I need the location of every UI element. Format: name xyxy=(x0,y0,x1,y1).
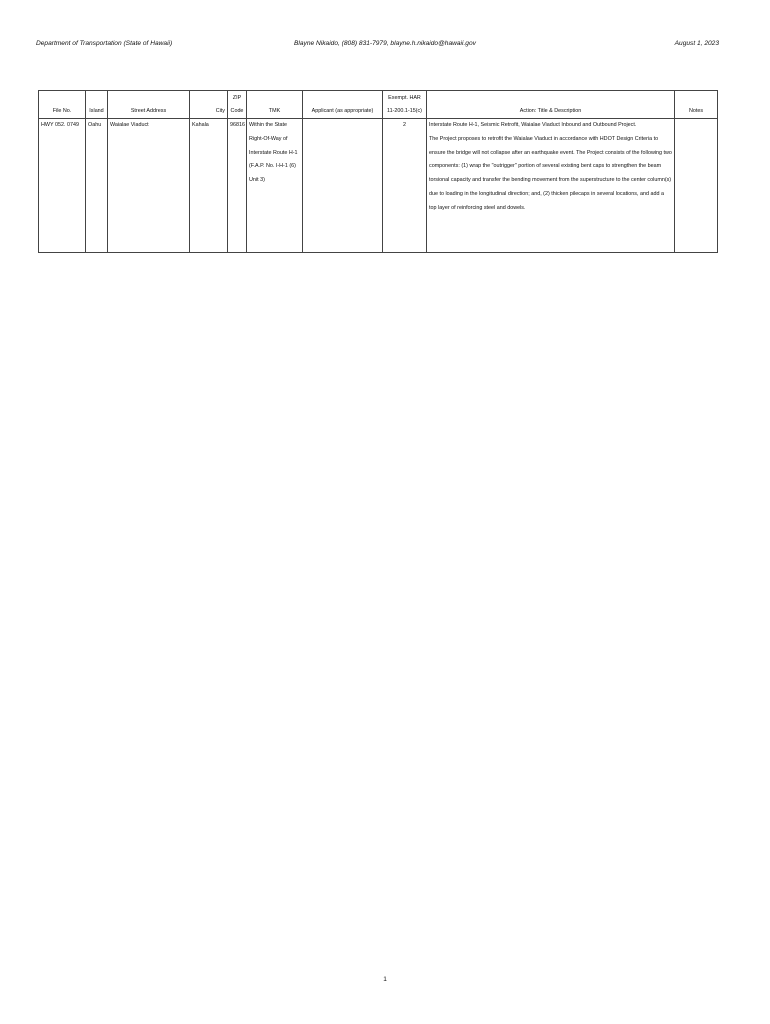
col-header-file-no: File No. xyxy=(39,91,86,119)
cell-zip-code: 96816 xyxy=(228,119,247,253)
cell-street-address: Waialae Viaduct xyxy=(108,119,190,253)
col-header-island: Island xyxy=(86,91,108,119)
cell-city: Kahala xyxy=(190,119,228,253)
action-title: Interstate Route H-1, Seismic Retrofit, Waialae Viaduct Inbound and Outbound Project. xyxy=(429,122,637,128)
cell-exempt: 2 xyxy=(383,119,427,253)
table-header-row xyxy=(39,91,718,119)
col-header-street-address: Street Address xyxy=(108,91,190,119)
cell-notes xyxy=(675,119,718,253)
col-header-zip-code: ZIP Code xyxy=(228,91,247,119)
col-header-action: Action: Title & Description xyxy=(427,91,675,119)
header-contact: Blayne Nikaido, (808) 831-7979, blayne.h.nikaido@hawaii.gov xyxy=(294,40,476,47)
cell-tmk: Within the State Right-Of-Way of Interstate Route H-1 (F.A.P. No. I-H-1 (6) Unit 3) xyxy=(247,119,303,253)
header-date: August 1, 2023 xyxy=(674,40,719,47)
cell-file-no: HWY 052. 0749 xyxy=(39,119,86,253)
cell-applicant xyxy=(303,119,383,253)
page-number: 1 xyxy=(383,976,387,983)
col-header-tmk: TMK xyxy=(247,91,303,119)
cell-island: Oahu xyxy=(86,119,108,253)
table-row xyxy=(39,119,718,253)
header-agency: Department of Transportation (State of Hawaii) xyxy=(36,40,173,47)
col-header-applicant: Applicant (as appropriate) xyxy=(303,91,383,119)
col-header-notes: Notes xyxy=(675,91,718,119)
cell-action xyxy=(427,119,675,253)
col-header-city: City xyxy=(190,91,228,119)
col-header-exempt: Exempt. HAR 11-200.1-15(c) xyxy=(383,91,427,119)
action-description: The Project proposes to retrofit the Waialae Viaduct in accordance with HDOT Design Criteria to ensure the bridge will not collapse after an earthquake event. The Project consists of the following two components: (1) wrap the "outrigger" portion of several existing bent caps to strengthen the beam torsional capacity and transfer the bending movement from the superstructure to the center column(s) due to loading in the longitudinal direction; and, (2) thicken pilecaps in several locations, and add a top layer of reinforcing steel and dowels. xyxy=(429,135,672,211)
exemption-log-table xyxy=(38,90,718,253)
